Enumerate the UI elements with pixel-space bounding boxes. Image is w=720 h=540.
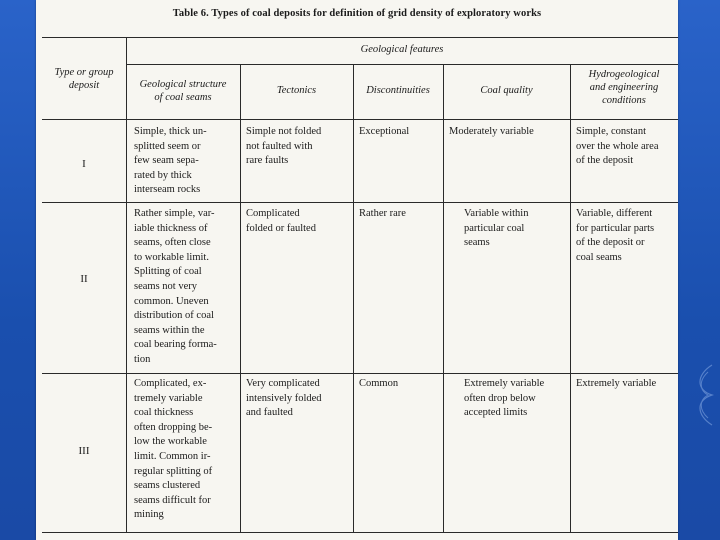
rule-row-1 [42,202,678,203]
row-2-tectonics: Complicated folded or faulted [246,208,316,234]
row-2-discontinuities: Rather rare [359,208,406,219]
swirl-decoration-icon [692,360,716,430]
col-divider-1 [126,37,127,532]
table-caption: Table 6. Types of coal deposits for definition of grid density of exploratory works [172,8,542,19]
header-discontinuities: Discontinuities [366,85,430,96]
col-divider-5 [570,64,571,532]
row-1-tectonics: Simple not folded not faulted with rare faults [246,126,322,167]
coal-deposit-table [36,0,678,540]
row-1-hydro: Simple, constant over the whole area of the deposit [576,126,659,167]
header-structure: Geological structure of coal seams [139,79,227,103]
group-header: Geological features [360,44,444,55]
header-tectonics: Tectonics [276,85,317,96]
row-3-tectonics: Very complicated intensively folded and faulted [246,378,322,419]
row-2-quality: Variable within particular coal seams [464,208,529,249]
header-type: Type or group deposit [54,67,114,91]
row-2-structure: Rather simple, var- iable thickness of seams, often close to workable limit. Splitting of coal seams not very common. Uneven distribution of coal seams within the coal bearing forma- tion [134,208,217,365]
header-quality: Coal quality [480,85,533,96]
header-hydro: Hydrogeological and engineering conditions [588,69,660,106]
rule-bottom [42,532,678,533]
row-1-type: I [82,158,86,170]
row-3-structure: Complicated, ex- tremely variable coal thickness often dropping be- low the workable limit. Common ir- regular splitting of seams clustered seams difficult for mining [134,378,213,521]
col-divider-4 [443,64,444,532]
rule-group-header [126,64,678,65]
rule-header-bottom [42,119,678,120]
row-3-quality: Extremely variable often drop below accepted limits [464,378,545,419]
row-1-discontinuities: Exceptional [359,126,410,137]
row-3-type: III [78,445,90,457]
col-divider-3 [353,64,354,532]
rule-row-2 [42,373,678,374]
row-3-hydro: Extremely variable [576,378,657,389]
scanned-document-page [36,0,678,540]
row-2-type: II [80,273,88,285]
rule-top [42,37,678,38]
col-divider-2 [240,64,241,532]
row-1-structure: Simple, thick un- splitted seem or few seam sepa- rated by thick interseam rocks [134,126,207,196]
row-3-discontinuities: Common [359,378,399,389]
row-1-quality: Moderately variable [449,126,534,137]
row-2-hydro: Variable, different for particular parts of the deposit or coal seams [576,208,655,263]
